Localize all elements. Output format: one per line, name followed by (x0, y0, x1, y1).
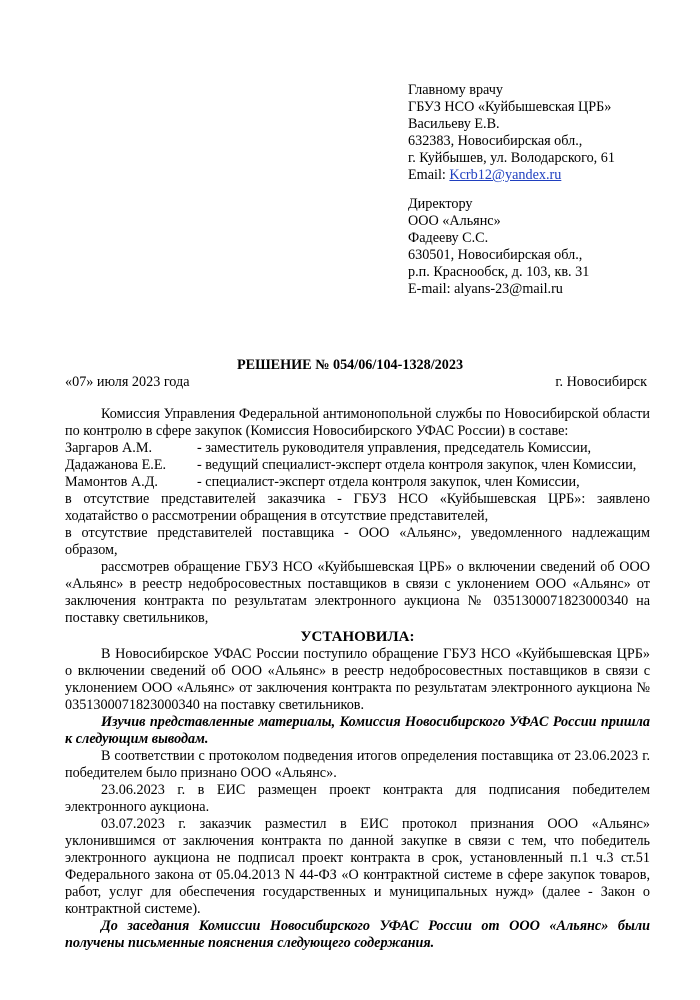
commission-member (65, 474, 650, 491)
addressee-line: г. Куйбышев, ул. Володарского, 61 (408, 150, 615, 166)
body-paragraph: В соответствии с протоколом подведения итогов определения поставщика от 23.06.2023 г. победителем было признано ООО «Альянс». (65, 748, 650, 781)
email-label: Email: (408, 167, 450, 183)
member-name: Заргаров А.М. (65, 440, 153, 456)
addressee-line: ООО «Альянс» (408, 213, 501, 229)
decision-title: РЕШЕНИЕ № 054/06/104-1328/2023 (236, 357, 464, 373)
email-link[interactable]: Kcrb12@yandex.ru (449, 167, 562, 183)
addressee-block-hospital (408, 82, 678, 184)
addressee-line: р.п. Краснообск, д. 103, кв. 31 (408, 264, 590, 280)
addressee-line: Фадееву С.С. (408, 230, 489, 246)
decision-date: «07» июля 2023 года (65, 374, 190, 390)
member-role: - специалист-эксперт отдела контроля закупок, член Комиссии, (197, 474, 580, 490)
body-paragraph: 03.07.2023 г. заказчик разместил в ЕИС протокол признания ООО «Альянс» уклонившимся от заключения контракта по данной закупке в связи с тем, что победитель электронного аукциона не подписал проект контракта в срок, установленный п.1 ч.3 ст.51 Федерального закона от 05.04.2013 N 44-ФЗ «О контрактной системе в сфере закупок товаров, работ, услуг для обеспечения государственных и муниципальных нужд» (далее - Закон о контрактной системе). (65, 816, 650, 917)
absence-supplier-paragraph: в отсутствие представителей поставщика - ООО «Альянс», уведомленного надлежащим образом, (65, 525, 650, 558)
addressee-line: ГБУЗ НСО «Куйбышевская ЦРБ» (408, 99, 612, 115)
addressee-email-line (408, 167, 678, 184)
addressee-line: 630501, Новосибирская обл., (408, 247, 583, 263)
commission-intro: Комиссия Управления Федеральной антимонопольной службы по Новосибирской области по контролю в сфере закупок (Комиссия Новосибирского УФАС России) в составе: (65, 406, 650, 439)
absence-customer-paragraph: в отсутствие представителей заказчика - ГБУЗ НСО «Куйбышевская ЦРБ»: заявлено ходатайство о рассмотрении обращения в отсутствие представителей, (65, 491, 650, 524)
decision-city: г. Новосибирск (555, 374, 647, 390)
addressee-line: E-mail: alyans-23@mail.ru (408, 281, 563, 297)
emphasis-paragraph: Изучив представленные материалы, Комиссия Новосибирского УФАС России пришла к следующим выводам. (65, 714, 650, 747)
member-role: - заместитель руководителя управления, председатель Комиссии, (197, 440, 592, 456)
addressee-line: 632383, Новосибирская обл., (408, 133, 583, 149)
member-role: - ведущий специалист-эксперт отдела контроля закупок, член Комиссии, (197, 457, 637, 473)
addressee-line: Васильеву Е.В. (408, 116, 500, 132)
member-name: Дадажанова Е.Е. (65, 457, 167, 473)
emphasis-paragraph: До заседания Комиссии Новосибирского УФАС России от ООО «Альянс» были получены письменные пояснения следующего содержания. (65, 918, 650, 951)
commission-member (65, 457, 650, 474)
addressee-line: Директору (408, 196, 473, 212)
member-name: Мамонтов А.Д. (65, 474, 158, 490)
body-paragraph: В Новосибирское УФАС России поступило обращение ГБУЗ НСО «Куйбышевская ЦРБ» о включении сведений об ООО «Альянс» в реестр недобросовестных поставщиков в связи с уклонением ООО «Альянс» от заключения контракта по результатам электронного аукциона № 0351300071823000340 на поставку светильников. (65, 646, 650, 713)
considered-paragraph: рассмотрев обращение ГБУЗ НСО «Куйбышевская ЦРБ» о включении сведений об ООО «Альянс» в реестр недобросовестных поставщиков в связи с уклонением ООО «Альянс» от заключения контракта по результатам электронного аукциона № 0351300071823000340 на поставку светильников, (65, 559, 650, 626)
addressee-block-supplier (408, 196, 678, 298)
commission-member (65, 440, 650, 457)
established-heading: УСТАНОВИЛА: (300, 629, 415, 645)
addressee-line: Главному врачу (408, 82, 503, 98)
document-body (65, 406, 650, 952)
body-paragraph: 23.06.2023 г. в ЕИС размещен проект контракта для подписания победителем электронного аукциона. (65, 782, 650, 815)
